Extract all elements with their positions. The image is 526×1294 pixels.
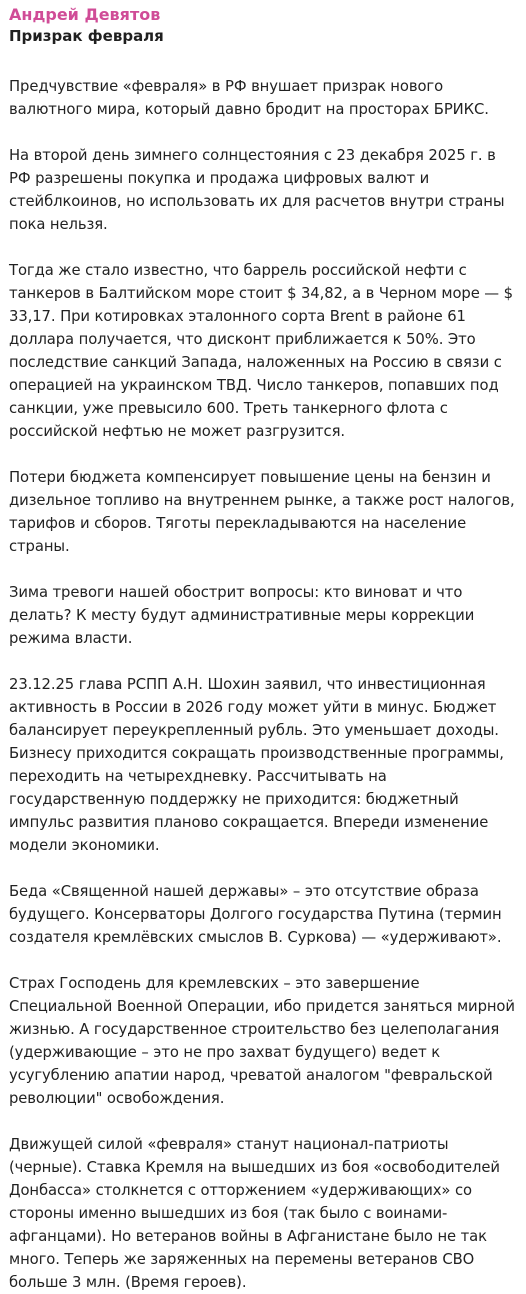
post-paragraph: Предчувствие «февраля» в РФ внушает призрак нового валютного мира, который давно бродит на просторах БРИКС.	[9, 78, 489, 118]
post-paragraph: На второй день зимнего солнцестояния с 23 декабря 2025 г. в РФ разрешены покупка и продажа цифровых валют и стейблкоинов, но использовать их для расчетов внутри страны пока нельзя.	[9, 147, 505, 233]
post-paragraph: Страх Господень для кремлевских – это завершение Специальной Военной Операции, ибо придется заняться мирной жизнью. А государственное строительство без целеполагания (удерживающие – это не про захват будущего) ведет к усугублению апатии народ, чреватой аналогом "февральской революции" освобождения.	[9, 975, 515, 1107]
post-paragraph: Беда «Священной нашей державы» – это отсутствие образа будущего. Консерваторы Долгого государства Путина (термин создателя кремлёвских смыслов В. Суркова) — «удерживают».	[9, 883, 502, 946]
post-paragraph: Тогда же стало известно, что баррель российской нефти с танкеров в Балтийском море стоит $ 34,82, а в Черном море — $ 33,17. При котировках эталонного сорта Brent в районе 61 доллара получается, что дисконт приближается к 50%. Это последствие санкций Запада, наложенных на Россию в связи с операцией на украинском ТВД. Число танкеров, попавших под санкции, уже превысило 600. Треть танкерного флота с российской нефтью не может разгрузится.	[9, 262, 513, 440]
post-title: Призрак февраля	[9, 27, 164, 45]
post-paragraph: 23.12.25 глава РСПП А.Н. Шохин заявил, что инвестиционная активность в России в 2026 году может уйти в минус. Бюджет балансирует переукрепленный рубль. Это уменьшает доходы. Бизнесу приходится сокращать производственные программы, переходить на четырехдневку. Рассчитывать на государственную поддержку не приходится: бюджетный импульс развития планово сокращается. Впереди изменение модели экономики.	[9, 676, 504, 854]
post-paragraph: Зима тревоги нашей обострит вопросы: кто виноват и что делать? К месту будут административные меры коррекции режима власти.	[9, 584, 475, 647]
post-paragraph: Движущей силой «февраля» станут национал-патриоты (черные). Ставка Кремля на вышедших из боя «освободителей Донбасса» столкнется с отторжением «удерживающих» со стороны именно вышедших из боя (так было с воинами-афганцами). Но ветеранов войны в Афганистане было не так много. Теперь же заряженных на перемены ветеранов СВО больше 3 млн. (Время героев).	[9, 1136, 500, 1291]
post-body	[9, 75, 518, 1294]
post-author[interactable]: Андрей Девятов	[9, 5, 161, 24]
post-paragraph: Потери бюджета компенсирует повышение цены на бензин и дизельное топливо на внутреннем рынке, а также рост налогов, тарифов и сборов. Тяготы перекладываются на население страны.	[9, 469, 515, 555]
